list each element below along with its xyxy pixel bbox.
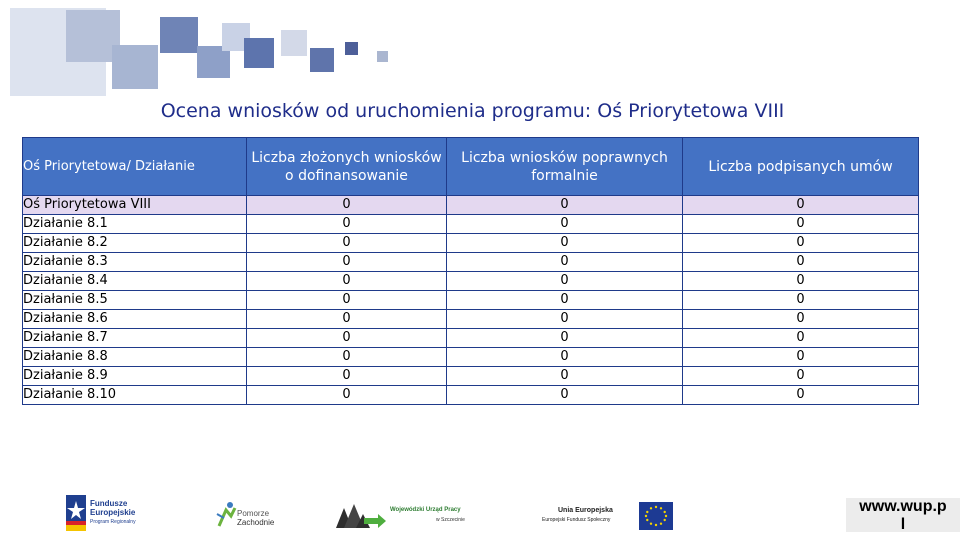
page-title: Ocena wniosków od uruchomienia programu: Oś Priorytetowa VIII [160, 100, 785, 122]
eu-flag-icon [639, 502, 673, 530]
table-row [23, 329, 919, 348]
cell-submitted: 0 [247, 348, 447, 367]
cell-submitted: 0 [247, 196, 447, 215]
cell-submitted: 0 [247, 310, 447, 329]
data-table [22, 137, 919, 405]
decor-square [244, 38, 274, 68]
pomorze-zachodnie-logo [215, 500, 280, 532]
table-row [23, 196, 919, 215]
cell-signed: 0 [683, 329, 919, 348]
cell-submitted: 0 [247, 234, 447, 253]
wup-logo-line: Wojewódzki Urząd Pracy [390, 507, 461, 513]
cell-submitted: 0 [247, 253, 447, 272]
pomorze-logo-line: Zachodnie [237, 518, 275, 527]
column-header-submitted: Liczba złożonych wniosków o dofinansowanie [247, 138, 447, 196]
decor-square [377, 51, 388, 62]
decor-square [112, 45, 158, 89]
cell-formally-correct: 0 [447, 348, 683, 367]
cell-formally-correct: 0 [447, 196, 683, 215]
table-row [23, 272, 919, 291]
cell-signed: 0 [683, 386, 919, 405]
fundusze-logo-line: Europejskie [90, 508, 136, 517]
ue-logo-line: Europejski Fundusz Społeczny [542, 517, 611, 523]
cell-signed: 0 [683, 234, 919, 253]
table-row [23, 253, 919, 272]
cell-formally-correct: 0 [447, 291, 683, 310]
pomorze-figure-icon [215, 500, 237, 528]
row-label: Działanie 8.4 [23, 272, 247, 291]
cell-signed: 0 [683, 291, 919, 310]
column-header-formally-correct: Liczba wniosków poprawnych formalnie [447, 138, 683, 196]
cell-signed: 0 [683, 348, 919, 367]
wup-mountains-icon [336, 502, 386, 528]
row-label: Działanie 8.3 [23, 253, 247, 272]
cell-formally-correct: 0 [447, 386, 683, 405]
cell-submitted: 0 [247, 386, 447, 405]
cell-signed: 0 [683, 367, 919, 386]
table-row [23, 367, 919, 386]
decor-square [345, 42, 358, 55]
row-label: Działanie 8.8 [23, 348, 247, 367]
cell-submitted: 0 [247, 291, 447, 310]
cell-submitted: 0 [247, 215, 447, 234]
row-label: Działanie 8.5 [23, 291, 247, 310]
pomorze-logo-line: Pomorze [237, 509, 270, 518]
table-row [23, 291, 919, 310]
decor-square [281, 30, 307, 56]
decor-square [160, 17, 198, 53]
website-url [846, 498, 960, 532]
wup-logo [336, 502, 481, 530]
cell-formally-correct: 0 [447, 253, 683, 272]
table-row [23, 310, 919, 329]
fundusze-star-icon [66, 495, 86, 531]
website-url-line: www.wup.p [859, 498, 947, 515]
fundusze-europejskie-logo [66, 495, 166, 535]
row-label: Działanie 8.6 [23, 310, 247, 329]
cell-formally-correct: 0 [447, 329, 683, 348]
cell-submitted: 0 [247, 329, 447, 348]
website-url-line: l [900, 516, 906, 533]
cell-signed: 0 [683, 253, 919, 272]
cell-formally-correct: 0 [447, 310, 683, 329]
cell-submitted: 0 [247, 272, 447, 291]
cell-submitted: 0 [247, 367, 447, 386]
fundusze-logo-line: Program Regionalny [90, 519, 136, 525]
cell-signed: 0 [683, 272, 919, 291]
cell-formally-correct: 0 [447, 215, 683, 234]
fundusze-logo-line: Fundusze [90, 499, 128, 508]
table-row [23, 234, 919, 253]
unia-europejska-logo [540, 500, 675, 532]
row-label: Działanie 8.9 [23, 367, 247, 386]
row-label: Oś Priorytetowa VIII [23, 196, 247, 215]
table-row [23, 215, 919, 234]
cell-formally-correct: 0 [447, 272, 683, 291]
cell-signed: 0 [683, 196, 919, 215]
row-label: Działanie 8.2 [23, 234, 247, 253]
wup-logo-line: w Szczecinie [436, 517, 465, 523]
ue-logo-line: Unia Europejska [558, 507, 613, 514]
cell-formally-correct: 0 [447, 234, 683, 253]
cell-signed: 0 [683, 310, 919, 329]
row-label: Działanie 8.1 [23, 215, 247, 234]
row-label: Działanie 8.7 [23, 329, 247, 348]
row-label: Działanie 8.10 [23, 386, 247, 405]
column-header-signed-contracts: Liczba podpisanych umów [683, 138, 919, 196]
cell-formally-correct: 0 [447, 367, 683, 386]
decor-square [310, 48, 334, 72]
table-header-row [23, 138, 919, 196]
table-row [23, 386, 919, 405]
cell-signed: 0 [683, 215, 919, 234]
column-header-axis: Oś Priorytetowa/ Działanie [23, 138, 247, 196]
table-row [23, 348, 919, 367]
